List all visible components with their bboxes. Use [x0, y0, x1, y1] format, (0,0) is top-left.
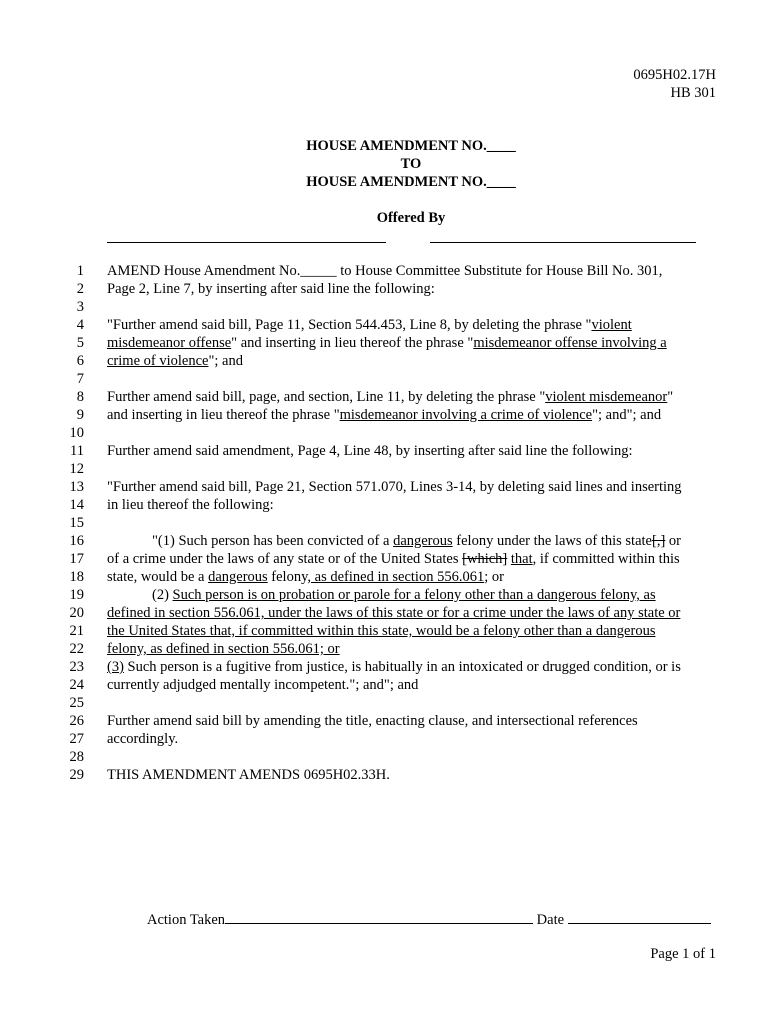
inserted-text: that: [510, 551, 533, 567]
line-number: 17: [69, 551, 84, 567]
line-number: 13: [69, 479, 84, 495]
text-segment: Such person is a fugitive from justice, is habitually in an intoxicated or drugged condition, or is: [123, 659, 681, 675]
text-segment: state, would be a: [107, 569, 209, 585]
body-line-14: in lieu thereof the following:: [107, 497, 274, 513]
offered-by-signature-line-left: [107, 242, 386, 243]
amendment-title: HOUSE AMENDMENT NO.____: [306, 138, 516, 154]
body-line-21: the United States that, if committed within this state, would be a felony other than a dangerous: [107, 623, 656, 639]
text-segment: "Further amend said bill, Page 11, Section 544.453, Line 8, by deleting the phrase ": [107, 317, 592, 333]
line-number: 18: [69, 569, 84, 585]
bill-number: HB 301: [670, 85, 716, 101]
line-number: 15: [69, 515, 84, 531]
body-line-6: [107, 352, 719, 370]
text-segment: Further amend said bill, page, and section, Line 11, by deleting the phrase ": [107, 389, 546, 405]
line-number: 21: [69, 623, 84, 639]
inserted-text: , as defined in section 556.061: [307, 569, 485, 585]
line-number: 10: [69, 425, 84, 441]
offered-by-signature-line-right: [430, 242, 696, 243]
date-line[interactable]: [568, 909, 711, 924]
inserted-text: violent misdemeanor: [545, 389, 668, 405]
page-number: Page 1 of 1: [650, 946, 716, 962]
line-number: 3: [76, 299, 84, 315]
text-segment: , if committed within this: [532, 551, 680, 567]
text-segment: ; or: [484, 569, 504, 585]
text-segment: of a crime under the laws of any state or of the United States: [107, 551, 463, 567]
text-segment: felony under the laws of this state: [452, 533, 652, 549]
body-line-11: Further amend said amendment, Page 4, Line 48, by inserting after said line the following:: [107, 443, 633, 459]
line-number: 24: [69, 677, 84, 693]
line-number: 23: [69, 659, 84, 675]
line-number: 16: [69, 533, 84, 549]
line-number: 29: [69, 767, 84, 783]
body-line-9: [107, 406, 719, 424]
body-line-13: "Further amend said bill, Page 21, Section 571.070, Lines 3-14, by deleting said lines and inserting: [107, 479, 682, 495]
line-number: 20: [69, 605, 84, 621]
line-number: 7: [76, 371, 84, 387]
text-segment: "; and: [208, 353, 243, 369]
body-line-24: currently adjudged mentally incompetent."; and"; and: [107, 677, 419, 693]
deleted-text: [,]: [651, 533, 666, 549]
body-line-1: AMEND House Amendment No._____ to House Committee Substitute for House Bill No. 301,: [107, 263, 663, 279]
text-segment: felony: [267, 569, 308, 585]
line-number: 25: [69, 695, 84, 711]
inserted-text: dangerous: [393, 533, 453, 549]
action-taken-row: [147, 909, 711, 929]
inserted-text: (3): [107, 659, 124, 675]
body-line-23: [107, 658, 719, 676]
inserted-text: dangerous: [208, 569, 268, 585]
body-line-18: [107, 568, 719, 586]
line-number: 11: [70, 443, 84, 459]
line-number: 5: [76, 335, 84, 351]
line-number: 27: [69, 731, 84, 747]
line-number: 26: [69, 713, 84, 729]
action-taken-label: Action Taken: [147, 912, 226, 928]
line-number: 1: [76, 263, 84, 279]
text-segment: (2): [152, 587, 173, 603]
inserted-text: misdemeanor offense involving a: [473, 335, 667, 351]
body-line-27: accordingly.: [107, 731, 179, 747]
inserted-text: misdemeanor involving a crime of violence: [339, 407, 593, 423]
date-label: Date: [536, 912, 565, 928]
amendment-title-to: TO: [400, 156, 422, 172]
text-segment: "(1) Such person has been convicted of a: [152, 533, 394, 549]
document-code: 0695H02.17H: [633, 67, 716, 83]
line-number: 14: [69, 497, 84, 513]
body-line-5: [107, 334, 719, 352]
body-line-2: Page 2, Line 7, by inserting after said line the following:: [107, 281, 435, 297]
inserted-text: crime of violence: [107, 353, 209, 369]
text-segment: or: [665, 533, 681, 549]
body-line-22: felony, as defined in section 556.061; or: [107, 641, 340, 657]
inserted-text: violent: [591, 317, 632, 333]
line-number: 6: [76, 353, 84, 369]
line-number: 12: [69, 461, 84, 477]
action-taken-line[interactable]: [225, 909, 533, 924]
text-segment: ": [667, 389, 674, 405]
line-number: 9: [76, 407, 84, 423]
inserted-text: misdemeanor offense: [107, 335, 232, 351]
line-number: 22: [69, 641, 84, 657]
amendment-title-2: HOUSE AMENDMENT NO.____: [306, 174, 516, 190]
text-segment: "; and"; and: [592, 407, 662, 423]
offered-by-label: Offered By: [376, 210, 446, 226]
deleted-text: [which]: [462, 551, 508, 567]
body-line-26: Further amend said bill by amending the title, enacting clause, and intersectional references: [107, 713, 638, 729]
body-line-29: THIS AMENDMENT AMENDS 0695H02.33H.: [107, 767, 390, 783]
body-line-8: [107, 388, 719, 406]
text-segment: and inserting in lieu thereof the phrase ": [107, 407, 340, 423]
inserted-text: Such person is on probation or parole for a felony other than a dangerous felony, as: [172, 587, 656, 603]
body-line-20: defined in section 556.061, under the laws of this state or for a crime under the laws of any state or: [107, 605, 681, 621]
line-number: 19: [69, 587, 84, 603]
line-number: 2: [76, 281, 84, 297]
body-line-17: [107, 550, 719, 568]
text-segment: " and inserting in lieu thereof the phrase ": [231, 335, 474, 351]
body-line-4: [107, 316, 719, 334]
line-number: 4: [76, 317, 84, 333]
line-number: 28: [69, 749, 84, 765]
body-line-16: [152, 532, 719, 550]
line-number: 8: [76, 389, 84, 405]
body-line-19: [152, 586, 719, 604]
